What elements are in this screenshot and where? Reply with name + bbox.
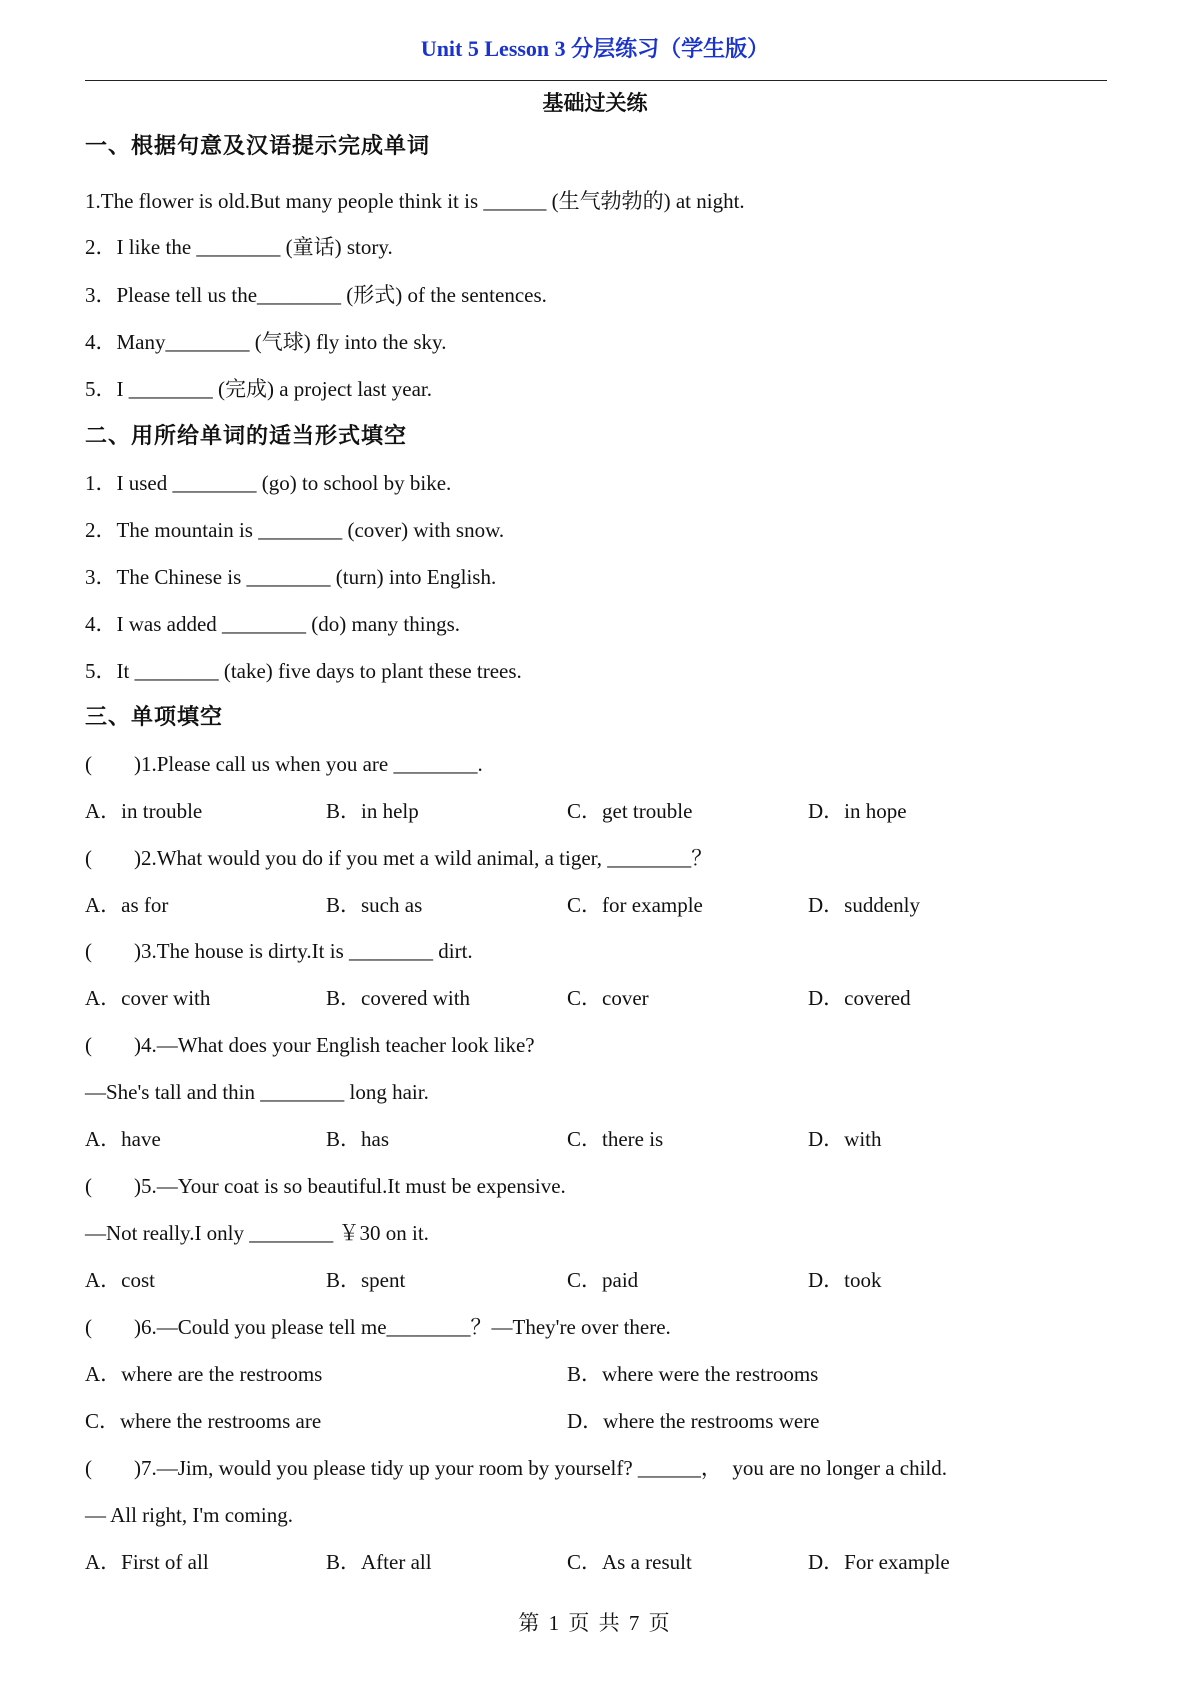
question-1-stem: ( )1.Please call us when you are ________. (85, 752, 483, 776)
section1-item-1: 1.The flower is old.But many people think it is ______ (生气勃勃的) at night. (85, 189, 745, 213)
question-1-option-c: C．get trouble (567, 799, 693, 823)
question-3-option-c: C．cover (567, 986, 649, 1010)
question-7-line2: — All right, I'm coming. (85, 1503, 293, 1527)
question-7-option-c: C．As a result (567, 1550, 692, 1574)
section2-item-5: 5．It ________ (take) five days to plant these trees. (85, 659, 522, 683)
section1-heading: 一、根据句意及汉语提示完成单词 (85, 133, 431, 158)
section2-heading: 二、用所给单词的适当形式填空 (85, 423, 408, 448)
question-5-option-c: C．paid (567, 1268, 639, 1292)
question-1-option-d: D．in hope (808, 799, 907, 823)
section2-item-2: 2．The mountain is ________ (cover) with snow. (85, 518, 505, 542)
section-subtitle: 基础过关练 (542, 91, 648, 115)
question-6-option-c: C．where the restrooms are (85, 1409, 322, 1433)
question-2-stem: ( )2.What would you do if you met a wild animal, a tiger, ________？ (85, 846, 713, 870)
question-6-option-d: D．where the restrooms were (567, 1409, 820, 1433)
question-7-option-b: B．After all (326, 1550, 432, 1574)
question-5-option-a: A．cost (85, 1268, 155, 1292)
header-rule (85, 80, 1107, 81)
question-3-option-a: A．cover with (85, 986, 211, 1010)
section1-item-5: 5．I ________ (完成) a project last year. (85, 377, 432, 401)
question-5-line2: —Not really.I only ________ ￥30 on it. (85, 1221, 429, 1245)
question-6-stem: ( )6.—Could you please tell me________？—They're over there. (85, 1315, 671, 1339)
question-5-option-b: B．spent (326, 1268, 406, 1292)
question-4-option-d: D．with (808, 1127, 882, 1151)
question-2-option-c: C．for example (567, 893, 703, 917)
question-7-stem: ( )7.—Jim, would you please tidy up your room by yourself? ______， you are no longer a child. (85, 1456, 948, 1480)
question-7-option-a: A．First of all (85, 1550, 209, 1574)
document-title: Unit 5 Lesson 3 分层练习（学生版） (420, 36, 770, 61)
question-2-option-d: D．suddenly (808, 893, 920, 917)
question-4-option-c: C．there is (567, 1127, 664, 1151)
section3-heading: 三、单项填空 (85, 704, 224, 729)
section2-item-4: 4．I was added ________ (do) many things. (85, 612, 461, 636)
question-1-option-a: A．in trouble (85, 799, 203, 823)
section1-item-2: 2．I like the ________ (童话) story. (85, 235, 393, 259)
question-5-option-d: D．took (808, 1268, 882, 1292)
question-3-option-b: B．covered with (326, 986, 471, 1010)
question-2-option-a: A．as for (85, 893, 169, 917)
question-3-stem: ( )3.The house is dirty.It is ________ dirt. (85, 939, 473, 963)
question-6-option-a: A．where are the restrooms (85, 1362, 323, 1386)
question-6-option-b: B．where were the restrooms (567, 1362, 819, 1386)
page-number-footer: 第 1 页 共 7 页 (518, 1611, 672, 1635)
question-7-option-d: D．For example (808, 1550, 950, 1574)
question-3-option-d: D．covered (808, 986, 911, 1010)
section1-item-3: 3．Please tell us the________ (形式) of the sentences. (85, 283, 547, 307)
section2-item-1: 1．I used ________ (go) to school by bike. (85, 471, 452, 495)
section2-item-3: 3．The Chinese is ________ (turn) into English. (85, 565, 497, 589)
question-4-line2: —She's tall and thin ________ long hair. (85, 1080, 429, 1104)
question-4-stem: ( )4.—What does your English teacher look like? (85, 1033, 535, 1057)
question-4-option-b: B．has (326, 1127, 389, 1151)
question-1-option-b: B．in help (326, 799, 419, 823)
question-4-option-a: A．have (85, 1127, 161, 1151)
question-2-option-b: B．such as (326, 893, 423, 917)
section1-item-4: 4．Many________ (气球) fly into the sky. (85, 330, 447, 354)
question-5-stem: ( )5.—Your coat is so beautiful.It must be expensive. (85, 1174, 566, 1198)
